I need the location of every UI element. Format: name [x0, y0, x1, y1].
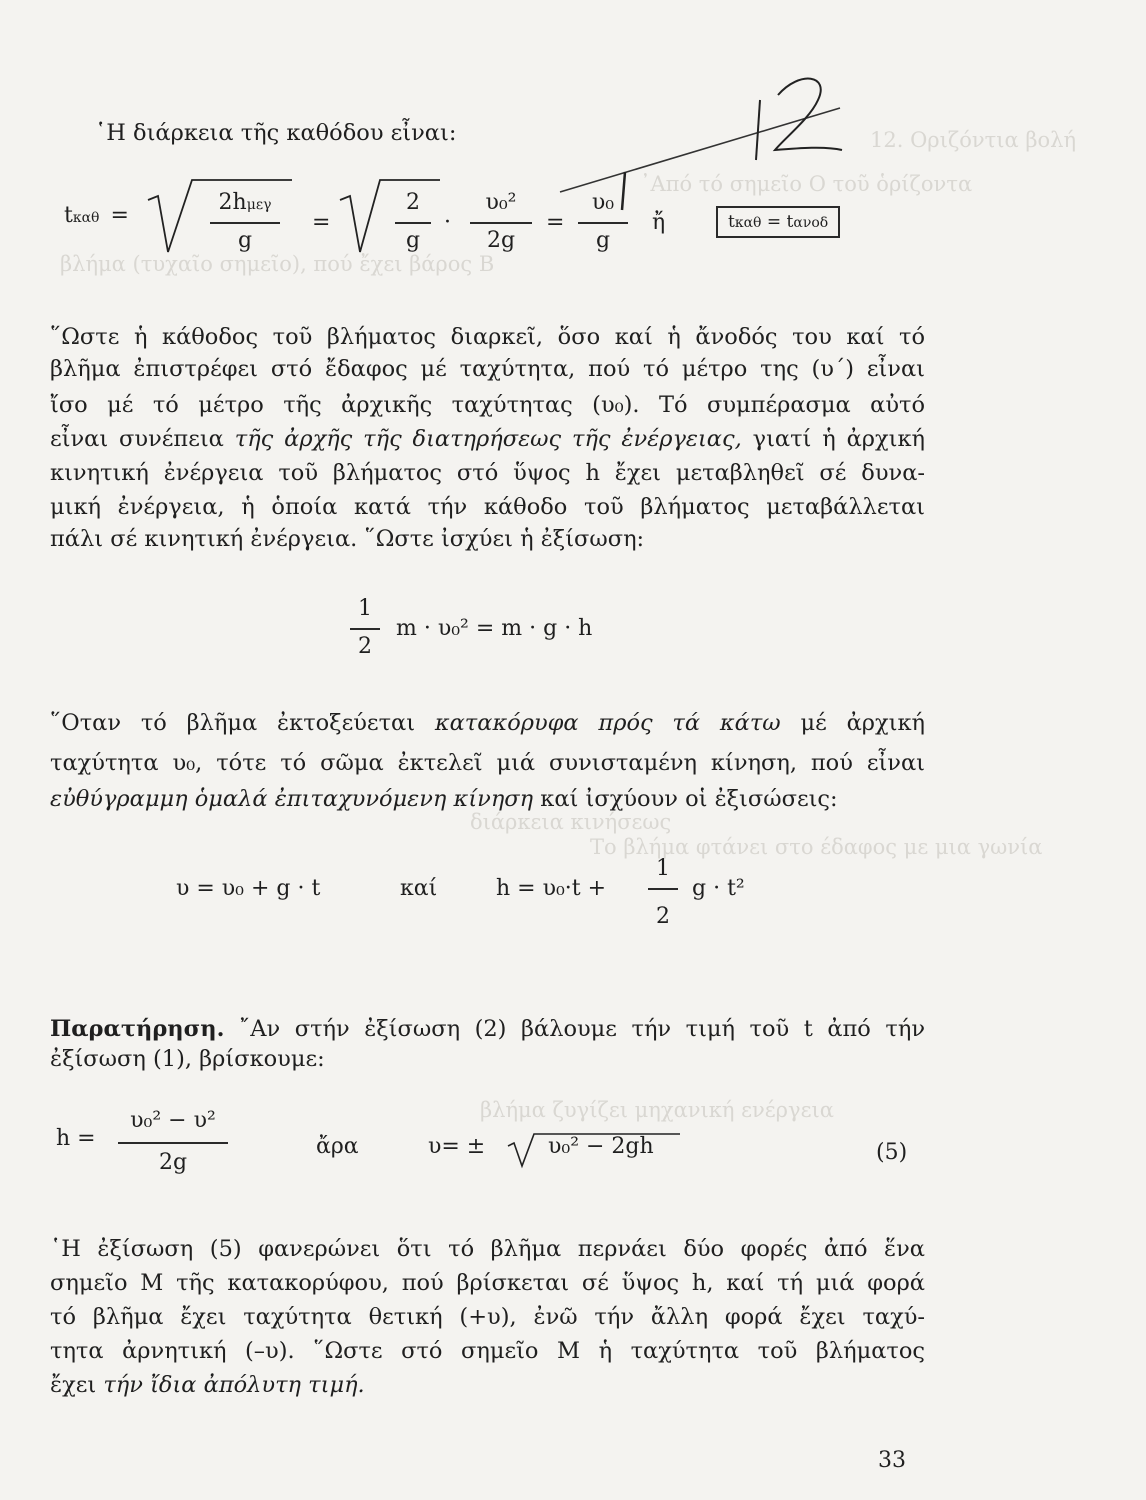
paragraph-line: μική ἐνέργεια, ἡ ὁποία κατά τήν κάθοδο τοῦ βλήματος μεταβάλλεται	[50, 494, 925, 520]
velocity-lhs: υ= ±	[428, 1134, 486, 1159]
radicand: υ₀² − 2gh	[548, 1134, 654, 1159]
remark-label: Παρατήρηση.	[50, 1016, 225, 1042]
fraction-numerator: 2hμεγ	[218, 190, 272, 215]
fraction-denominator: 2g	[158, 1150, 188, 1175]
bleed-through-text: βλήμα (τυχαῖο σημεῖο), πού ἔχει βάρος Β	[60, 252, 495, 276]
paragraph-line: εὐθύγραμμη ὁμαλά ἐπιταχυνόμενη κίνηση καί ἰσχύουν οἱ ἐξισώσεις:	[50, 786, 838, 812]
height-equation-part: g · t²	[692, 876, 745, 901]
fraction-numerator: 1	[358, 596, 372, 621]
paragraph-line: τητα ἀρνητική (–υ). ῞Ωστε στό σημεῖο Μ ἡ ταχύτητα τοῦ βλήματος	[50, 1338, 925, 1364]
page-number: 33	[878, 1448, 906, 1473]
dot-operator: ·	[444, 210, 451, 235]
equation-tag: (5)	[876, 1140, 908, 1165]
paragraph-line: τό βλῆμα ἔχει ταχύτητα θετική (+υ), ἐνῶ τήν ἄλλη φορά ἔχει ταχύ-	[50, 1304, 925, 1330]
boxed-result: tκαθ = tανοδ	[716, 206, 840, 238]
fraction-numerator: υ₀² − υ²	[130, 1108, 216, 1133]
therefore-word: ἄρα	[316, 1134, 359, 1159]
velocity-equation: υ = υ₀ + g · t	[176, 876, 321, 901]
fraction-numerator: υ₀²	[485, 190, 517, 215]
height-equation-part: h = υ₀·t +	[496, 876, 607, 901]
fraction-denominator: g	[405, 228, 421, 253]
paragraph-line: ῞Ωστε ἡ κάθοδος τοῦ βλήματος διαρκεῖ, ὅσο καί ἡ ἄνοδός του καί τό	[50, 324, 925, 350]
remark-line: ἐξίσωση (1), βρίσκουμε:	[50, 1046, 325, 1072]
equals-sign: =	[312, 210, 331, 235]
equals-sign: =	[546, 210, 565, 235]
equation-lhs: tκαθ =	[64, 203, 129, 228]
fraction-numerator: υ₀	[591, 190, 615, 215]
paragraph-line: ἔχει τήν ἴδια ἀπόλυτη τιμή.	[50, 1372, 365, 1398]
remark-line: Παρατήρηση. ῎Αν στήν ἐξίσωση (2) βάλουμε τήν τιμή τοῦ t ἀπό τήν	[50, 1016, 925, 1042]
paragraph: ῾Η διάρκεια τῆς καθόδου εἶναι:	[95, 120, 457, 146]
fraction-numerator: 1	[656, 856, 670, 881]
fraction-denominator: 2	[656, 904, 670, 929]
paragraph-line: σημεῖο Μ τῆς κατακορύφου, πού βρίσκεται σέ ὕψος h, καί τή μιά φορά	[50, 1270, 925, 1296]
paragraph-line: ἴσο μέ τό μέτρο τῆς ἀρχικῆς ταχύτητας (υ₀). Τό συμπέρασμα αὐτό	[50, 392, 925, 418]
paragraph-line: ῞Οταν τό βλῆμα ἐκτοξεύεται κατακόρυφα πρός τά κάτω μέ ἀρχική	[50, 710, 925, 736]
paragraph-line: πάλι σέ κινητική ἐνέργεια. ῞Ωστε ἰσχύει ἡ ἐξίσωση:	[50, 526, 645, 552]
fraction-denominator: 2	[358, 634, 372, 659]
equation-body: m · υ₀² = m · g · h	[396, 616, 593, 641]
paragraph-line: κινητική ἐνέργεια τοῦ βλήματος στό ὕψος h ἔχει μεταβληθεῖ σέ δυνα-	[50, 460, 925, 486]
equation-lhs: h =	[56, 1126, 96, 1151]
bleed-through-text: βλήμα ζυγίζει μηχανική ενέργεια	[480, 1098, 834, 1122]
fraction-denominator: g	[237, 228, 253, 253]
fraction-denominator: 2g	[486, 228, 516, 253]
paragraph-line: ταχύτητα υ₀, τότε τό σῶμα ἐκτελεῖ μιά συνισταμένη κίνηση, πού εἶναι	[50, 750, 925, 776]
bleed-through-text: διάρκεια κινήσεως	[470, 810, 672, 834]
paragraph-line: εἶναι συνέπεια τῆς ἀρχῆς τῆς διατηρήσεως τῆς ἐνέργειας, γιατί ἡ ἀρχική	[50, 426, 925, 452]
paragraph-line: βλῆμα ἐπιστρέφει στό ἔδαφος μέ ταχύτητα, πού τό μέτρο της (υ΄) εἶναι	[50, 356, 925, 382]
bleed-through-text: 12. Οριζόντια βολή	[870, 128, 1077, 152]
paragraph-line: ῾Η ἐξίσωση (5) φανερώνει ὅτι τό βλῆμα περνάει δύο φορές ἀπό ἕνα	[50, 1236, 925, 1262]
and-word: καί	[400, 876, 438, 901]
bleed-through-text: Το βλήμα φτάνει στο έδαφος με μια γωνία	[590, 835, 1043, 859]
or-word: ἤ	[652, 210, 666, 235]
fraction-numerator: 2	[406, 190, 420, 215]
fraction-denominator: g	[595, 228, 611, 253]
bleed-through-text: ᾿Από τό σημεῖο Ο τοῦ ὁρίζοντα	[640, 172, 973, 196]
